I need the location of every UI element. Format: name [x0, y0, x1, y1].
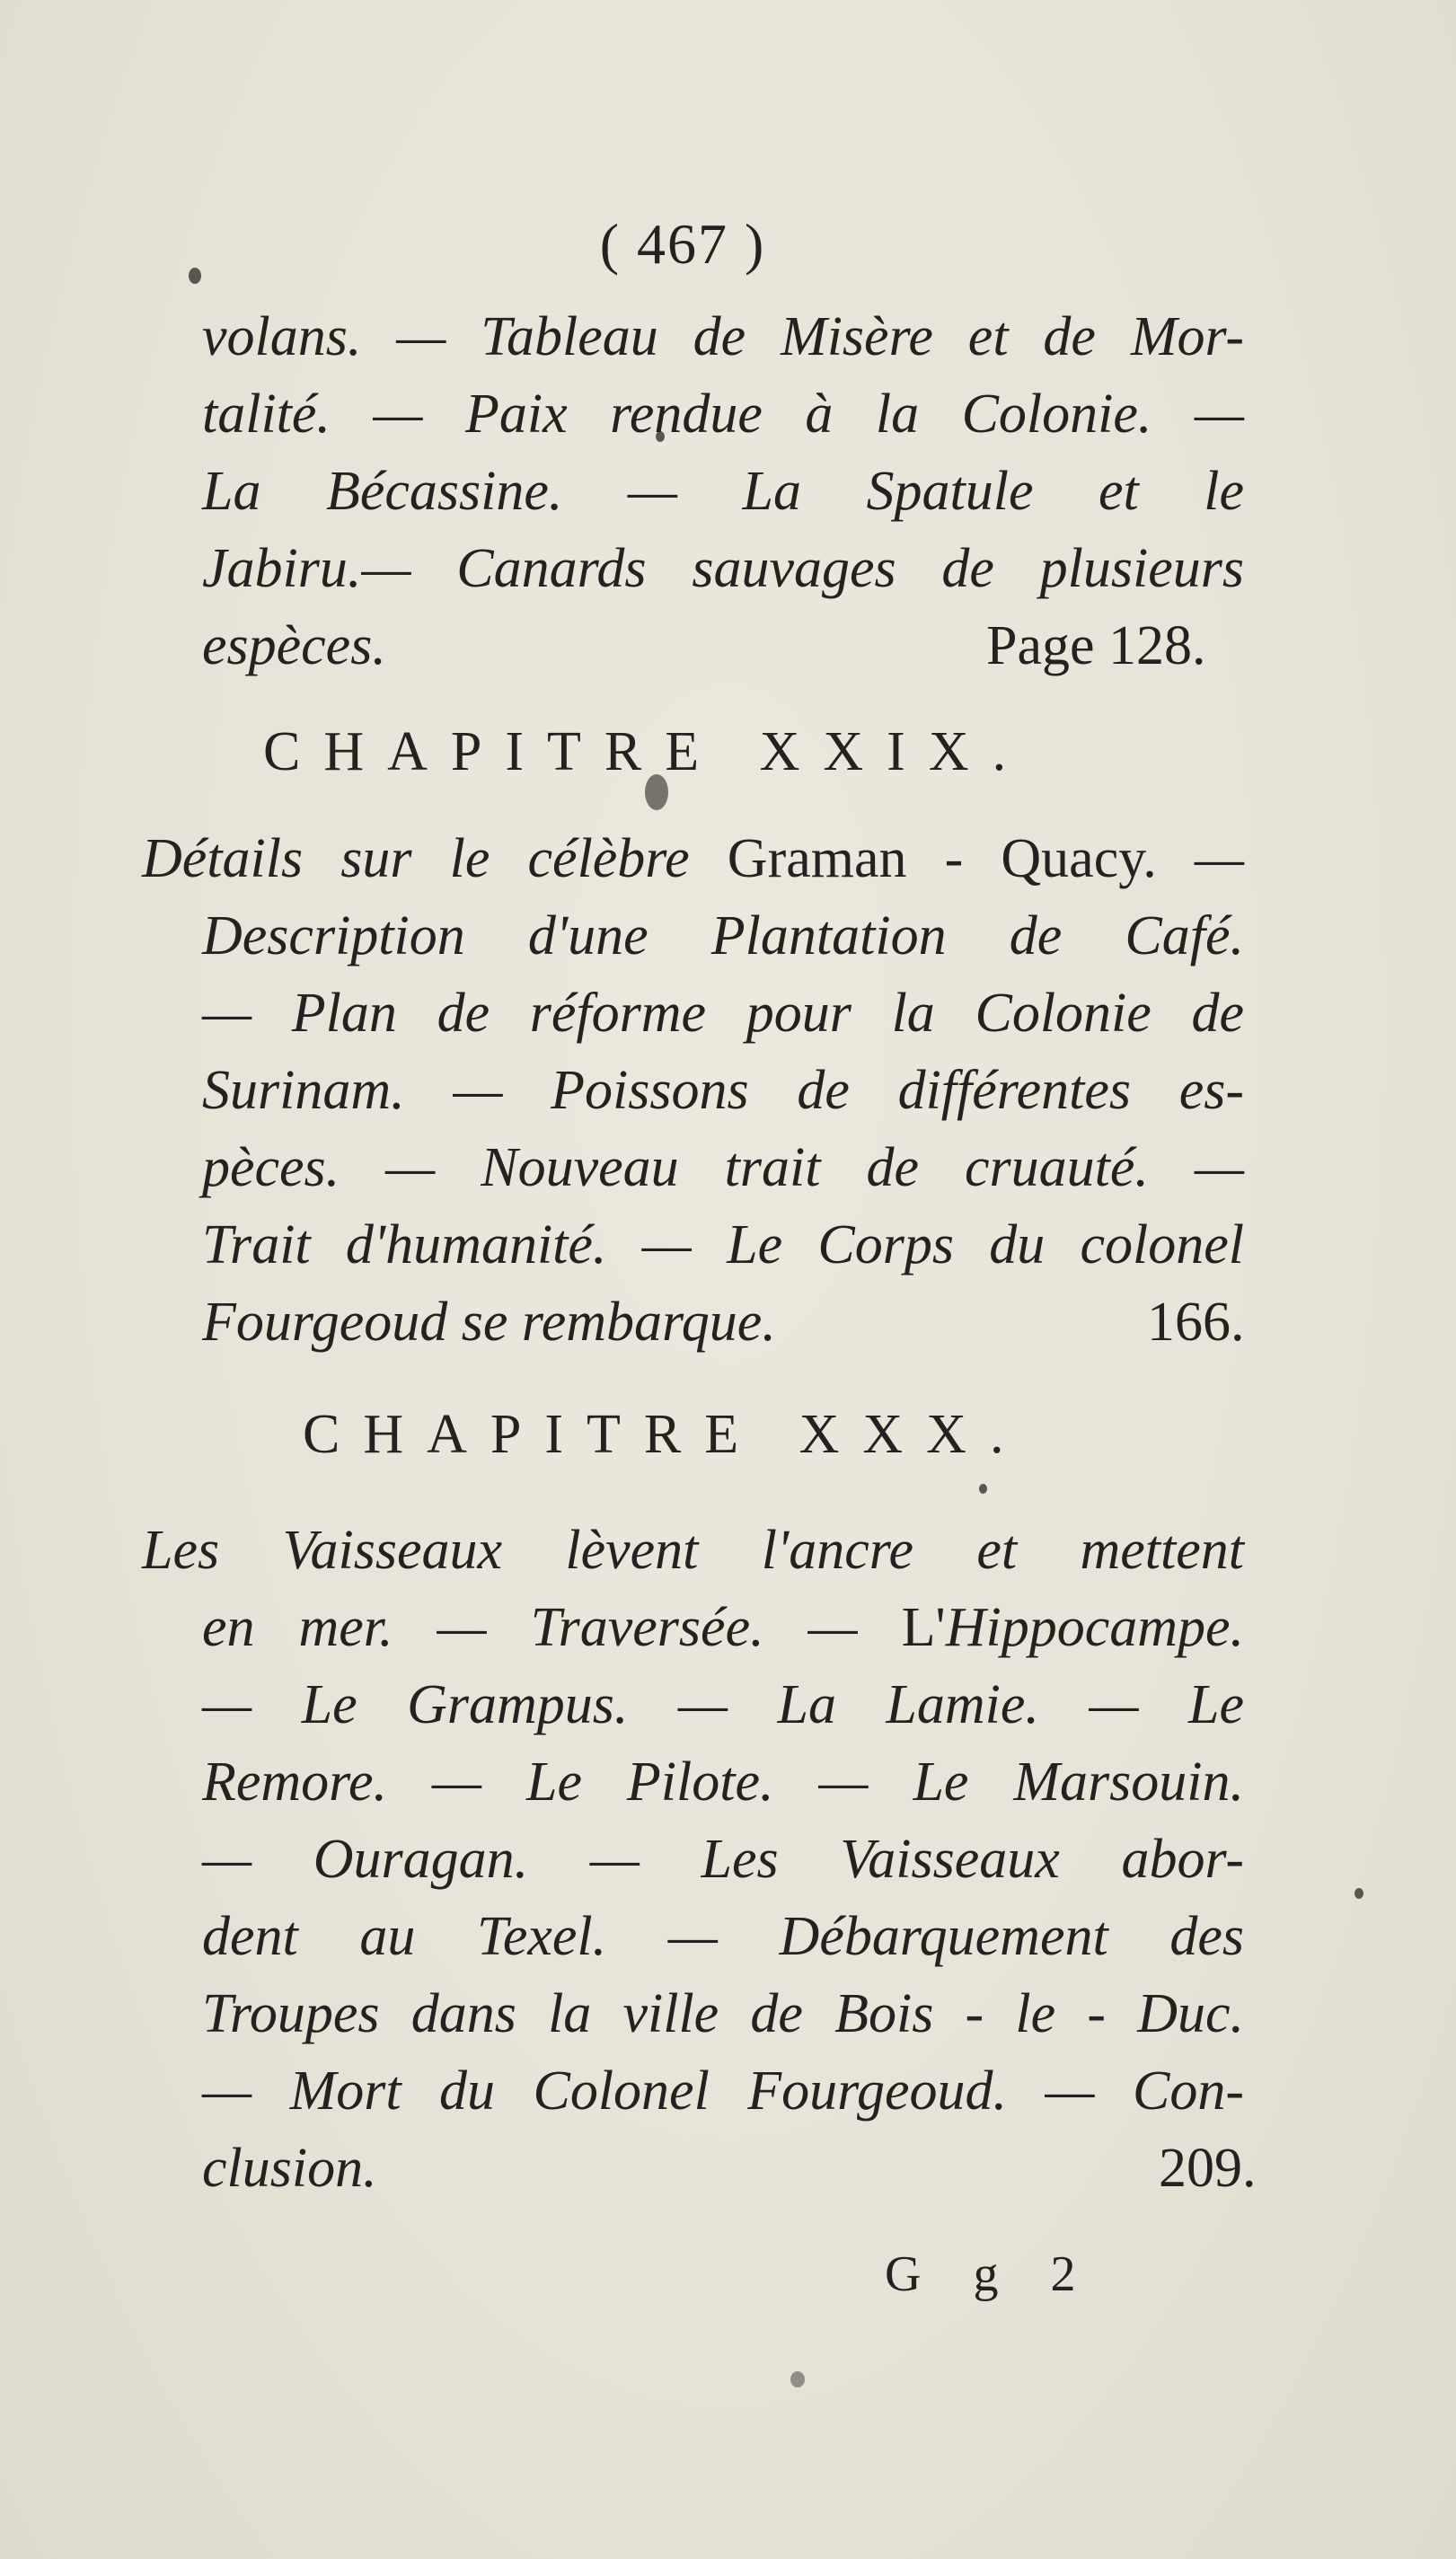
page-reference: 209.	[1159, 2138, 1257, 2199]
text-line	[142, 823, 1244, 895]
chapter-heading: CHAPITRE XXIX.	[263, 721, 1030, 782]
page-reference: 166.	[1147, 1292, 1245, 1353]
text-line: espèces.	[202, 615, 386, 676]
text-line: dent au Texel. — Débarquement des	[202, 1906, 1244, 1967]
text-line: — Le Grampus. — La Lamie. — Le	[202, 1674, 1244, 1735]
text-line: Les Vaisseaux lèvent l'ancre et mettent	[142, 1520, 1244, 1581]
roman-article: L'	[901, 1597, 946, 1658]
text-line: Description d'une Plantation de Café.	[202, 905, 1244, 966]
ink-speck	[189, 268, 201, 284]
text-line-italic: Détails sur le célèbre	[142, 828, 728, 889]
text-line-tail: Hippocampe.	[945, 1597, 1244, 1658]
text-line	[202, 1592, 1244, 1663]
text-line: Remore. — Le Pilote. — Le Marsouin.	[202, 1752, 1244, 1813]
text-line-tail: —	[1156, 828, 1244, 889]
proper-name: Graman - Quacy.	[727, 828, 1157, 889]
text-line: — Mort du Colonel Fourgeoud. — Con-	[202, 2060, 1244, 2122]
text-line: Fourgeoud se rembarque.	[202, 1292, 776, 1353]
text-line-italic: en mer. — Traversée. —	[202, 1597, 902, 1658]
text-line: La Bécassine. — La Spatule et le	[202, 461, 1244, 522]
text-line: — Plan de réforme pour la Colonie de	[202, 983, 1244, 1044]
text-line: — Ouragan. — Les Vaisseaux abor-	[202, 1829, 1244, 1890]
text-line: pèces. — Nouveau trait de cruauté. —	[202, 1137, 1244, 1198]
text-line: volans. — Tableau de Misère et de Mor-	[202, 306, 1244, 367]
text-line: Jabiru.— Canards sauvages de plusieurs	[202, 538, 1244, 599]
chapter-heading: CHAPITRE XXX.	[303, 1404, 1028, 1465]
signature-mark: G g 2	[885, 2246, 1096, 2302]
ink-speck	[790, 2371, 805, 2387]
text-line: Troupes dans la ville de Bois - le - Duc.	[202, 1983, 1244, 2044]
text-line: talité. — Paix rendue à la Colonie. —	[202, 384, 1244, 445]
text-line: Trait d'humanité. — Le Corps du colonel	[202, 1214, 1244, 1275]
ink-speck	[1355, 1888, 1363, 1899]
page-reference: Page 128.	[986, 615, 1206, 676]
page-number: ( 467 )	[599, 212, 766, 276]
ink-speck	[979, 1484, 987, 1494]
text-line: Surinam. — Poissons de différentes es-	[202, 1060, 1244, 1121]
text-line: clusion.	[202, 2138, 377, 2199]
